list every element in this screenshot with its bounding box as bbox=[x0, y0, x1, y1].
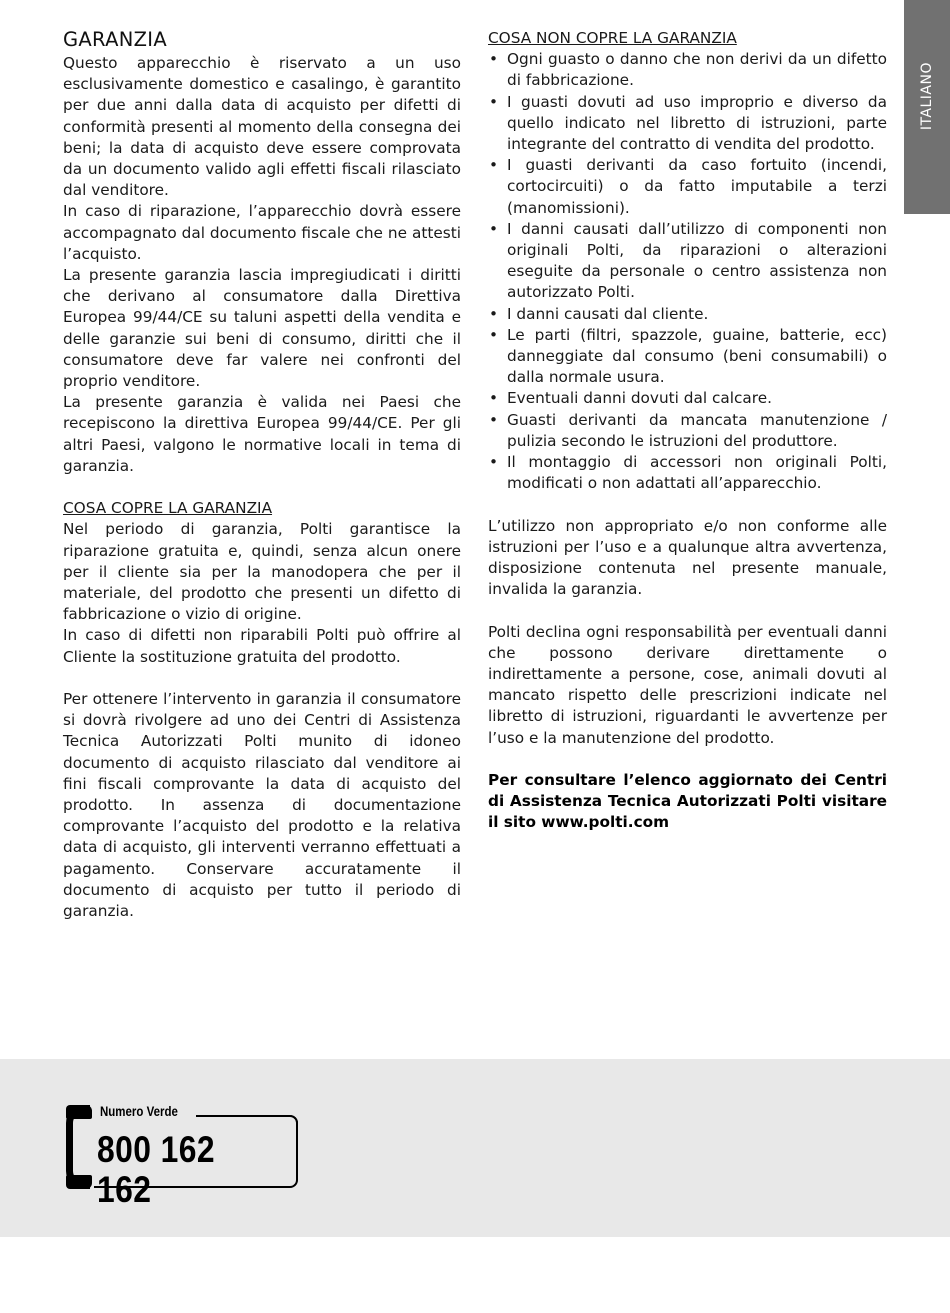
list-item: • Ogni guasto o danno che non derivi da un difetto di fabbricazione. bbox=[488, 49, 887, 91]
list-item: • Eventuali danni dovuti dal calcare. bbox=[488, 388, 887, 409]
right-column bbox=[488, 28, 887, 834]
page-title: GARANZIA bbox=[63, 28, 167, 51]
list-item: • Le parti (filtri, spazzole, guaine, batterie, ecc) danneggiate dal consumo (beni consumabili) o dalla normale usura. bbox=[488, 325, 887, 389]
language-tab bbox=[904, 0, 950, 214]
numero-verde-logo bbox=[66, 1103, 302, 1210]
covers-paragraph-1: Nel periodo di garanzia, Polti garantisce la riparazione gratuita e, quindi, senza alcun onere per il cliente sia per la manodopera che per il materiale, del prodotto che presenti un difetto di fabbricazione o vizio di origine. bbox=[63, 520, 461, 624]
intro-paragraph-2: In caso di riparazione, l’apparecchio dovrà essere accompagnato dal documento fiscale che ne attesti l’acquisto. bbox=[63, 202, 461, 263]
intro-paragraph-3: La presente garanzia lascia impregiudicati i diritti che derivano al consumatore dalla Direttiva Europea 99/44/CE su taluni aspetti della vendita e delle garanzie sui beni di consumo, diritti che il consumatore deve far valere nei confronti del proprio venditore. bbox=[63, 266, 461, 391]
service-paragraph: Per ottenere l’intervento in garanzia il consumatore si dovrà rivolgere ad uno dei Centri di Assistenza Tecnica Autorizzati Polti munito di idoneo documento di acquisto rilasciato dal venditore ai fini fiscali comprovante la data di acquisto del prodotto. In assenza di documentazione comprovante l’acquisto del prodotto e la relativa data di acquisto, gli interventi verranno effettuati a pagamento. Conservare accuratamente il documento di acquisto per tutto il periodo di garanzia. bbox=[63, 690, 461, 921]
list-item: • I guasti derivanti da caso fortuito (incendi, cortocircuiti) o da fatto imputabile a terzi (manomissioni). bbox=[488, 155, 887, 219]
footer-band bbox=[0, 1059, 950, 1237]
covers-paragraph-2: In caso di difetti non riparabili Polti può offrire al Cliente la sostituzione gratuita del prodotto. bbox=[63, 626, 461, 666]
list-item: • Il montaggio di accessori non originali Polti, modificati o non adattati all’apparecchio. bbox=[488, 452, 887, 494]
language-tab-label: ITALIANO bbox=[919, 62, 935, 131]
liability-paragraph: Polti declina ogni responsabilità per eventuali danni che possono derivare direttamente o indirettamente a persone, cose, animali dovuti al mancato rispetto delle prescrizioni indicate nel libretto di istruzioni, riguardanti le avvertenze per l’uso e la manutenzione del prodotto. bbox=[488, 622, 887, 747]
list-item: • I danni causati dal cliente. bbox=[488, 304, 887, 325]
list-item: • I guasti dovuti ad uso improprio e diverso da quello indicato nel libretto di istruzioni, parte integrante del contratto di vendita del prodotto. bbox=[488, 92, 887, 156]
list-item: • I danni causati dall’utilizzo di componenti non originali Polti, da riparazioni o alterazioni eseguite da personale o centro assistenza non autorizzato Polti. bbox=[488, 219, 887, 304]
list-item: • Guasti derivanti da mancata manutenzione / pulizia secondo le istruzioni del produttore. bbox=[488, 410, 887, 452]
consult-paragraph: Per consultare l’elenco aggiornato dei Centri di Assistenza Tecnica Autorizzati Polti visitare il sito www.polti.com bbox=[488, 771, 887, 832]
covers-heading: COSA COPRE LA GARANZIA bbox=[63, 499, 273, 518]
telephone-handset-icon bbox=[66, 1105, 90, 1189]
intro-paragraph-4: La presente garanzia è valida nei Paesi che recepiscono la direttiva Europea 99/44/CE. Per gli altri Paesi, valgono le normative locali in tema di garanzia. bbox=[63, 393, 461, 475]
not-covers-heading: COSA NON COPRE LA GARANZIA bbox=[488, 29, 737, 47]
numero-verde-label: Numero Verde bbox=[100, 1103, 178, 1119]
phone-number: 800 162 162 bbox=[97, 1129, 216, 1210]
intro-paragraph-1: Questo apparecchio è riservato a un uso esclusivamente domestico e casalingo, è garantito per due anni dalla data di acquisto per difetti di conformità presenti al momento della consegna dei beni; la data di acquisto deve essere comprovata da un documento valido agli effetti fiscali rilasciato dal venditore. bbox=[63, 54, 461, 200]
left-column bbox=[63, 28, 461, 922]
not-covers-list bbox=[488, 49, 887, 494]
misuse-paragraph: L’utilizzo non appropriato e/o non conforme alle istruzioni per l’uso e a qualunque altra avvertenza, disposizione contenuta nel presente manuale, invalida la garanzia. bbox=[488, 516, 887, 599]
